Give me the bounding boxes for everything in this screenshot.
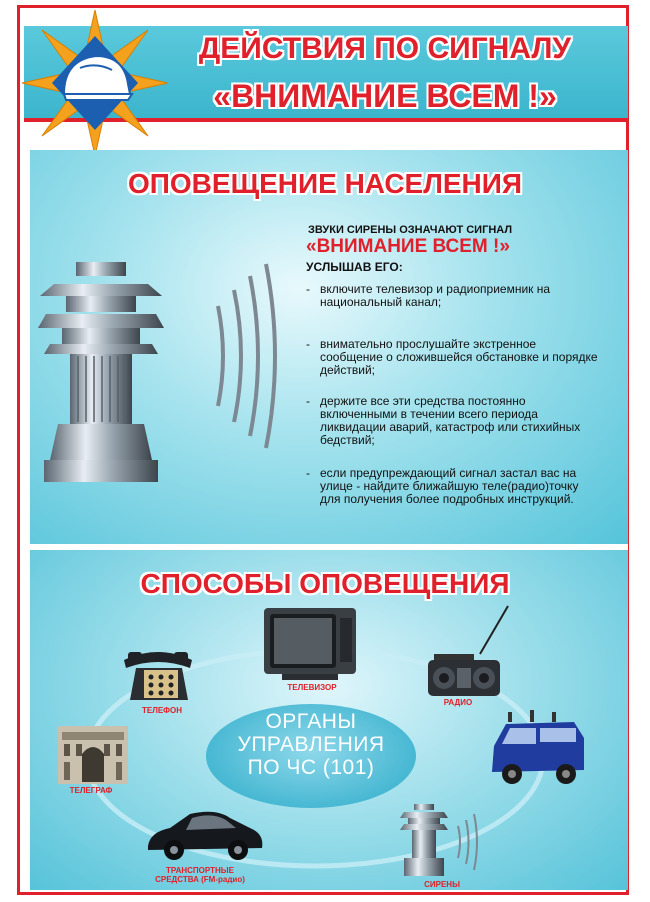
instruction-dash: -	[306, 466, 310, 480]
transport-label-line: ТРАНСПОРТНЫЕ	[166, 866, 234, 875]
phone-icon	[118, 646, 198, 704]
telegraph-building-icon	[58, 726, 128, 784]
van-icon	[488, 708, 588, 788]
center-line: ОРГАНЫ	[265, 710, 357, 733]
instruction-text: включите телевизор и радиоприемник на национальный канал;	[320, 282, 551, 309]
center-line: ПО ЧС (101)	[247, 756, 375, 779]
radio-icon	[426, 604, 510, 700]
instruction-dash: -	[306, 282, 310, 296]
header-title-line2: «ВНИМАНИЕ ВСЕМ !»	[213, 78, 557, 114]
instruction-item	[306, 395, 606, 447]
transport-label-line: СРЕДСТВА (FM-радио)	[155, 875, 245, 884]
siren-sound-waves	[206, 262, 280, 450]
header-title-line1: ДЕЙСТВИЯ ПО СИГНАЛУ	[198, 32, 572, 65]
instruction-item	[306, 467, 606, 506]
instruction-text: внимательно прослушайте экстренное сообщение о сложившейся обстановке и порядке действий;	[320, 337, 598, 377]
instruction-dash: -	[306, 337, 310, 351]
emblem-icon	[20, 8, 170, 158]
alert-signal-text: «ВНИМАНИЕ ВСЕМ !»	[306, 236, 510, 257]
phone-label: ТЕЛЕФОН	[142, 706, 182, 715]
instruction-dash: -	[306, 394, 310, 408]
siren-small-icon	[398, 802, 486, 880]
instruction-item	[306, 283, 606, 309]
car-icon	[146, 806, 264, 864]
alert-intro-text: ЗВУКИ СИРЕНЫ ОЗНАЧАЮТ СИГНАЛ	[308, 224, 513, 236]
center-line: УПРАВЛЕНИЯ	[237, 733, 385, 756]
instruction-text: держите все эти средства постоянно включенными в течении всего периода ликвидации аварий, катастроф или стихийных бедствий;	[320, 394, 581, 447]
tv-icon	[262, 606, 358, 682]
instruction-text: если предупреждающий сигнал застал вас на улице - найдите ближайшую теле(радио)точку для получения более подробных инструкций.	[320, 466, 579, 506]
tv-label: ТЕЛЕВИЗОР	[287, 683, 337, 692]
transport-label	[140, 866, 260, 884]
emergency-authority-label	[206, 710, 416, 779]
alert-heard-text: УСЛЫШАВ ЕГО:	[306, 260, 403, 274]
siren-icon	[36, 262, 166, 492]
instruction-item	[306, 338, 606, 377]
section-notification-title: ОПОВЕЩЕНИЕ НАСЕЛЕНИЯ	[127, 168, 523, 199]
telegraph-label: ТЕЛЕГРАФ	[69, 786, 113, 795]
sirens-label: СИРЕНЫ	[424, 880, 460, 889]
section-methods-title: СПОСОБЫ ОПОВЕЩЕНИЯ	[140, 568, 510, 599]
radio-label: РАДИО	[443, 698, 473, 707]
